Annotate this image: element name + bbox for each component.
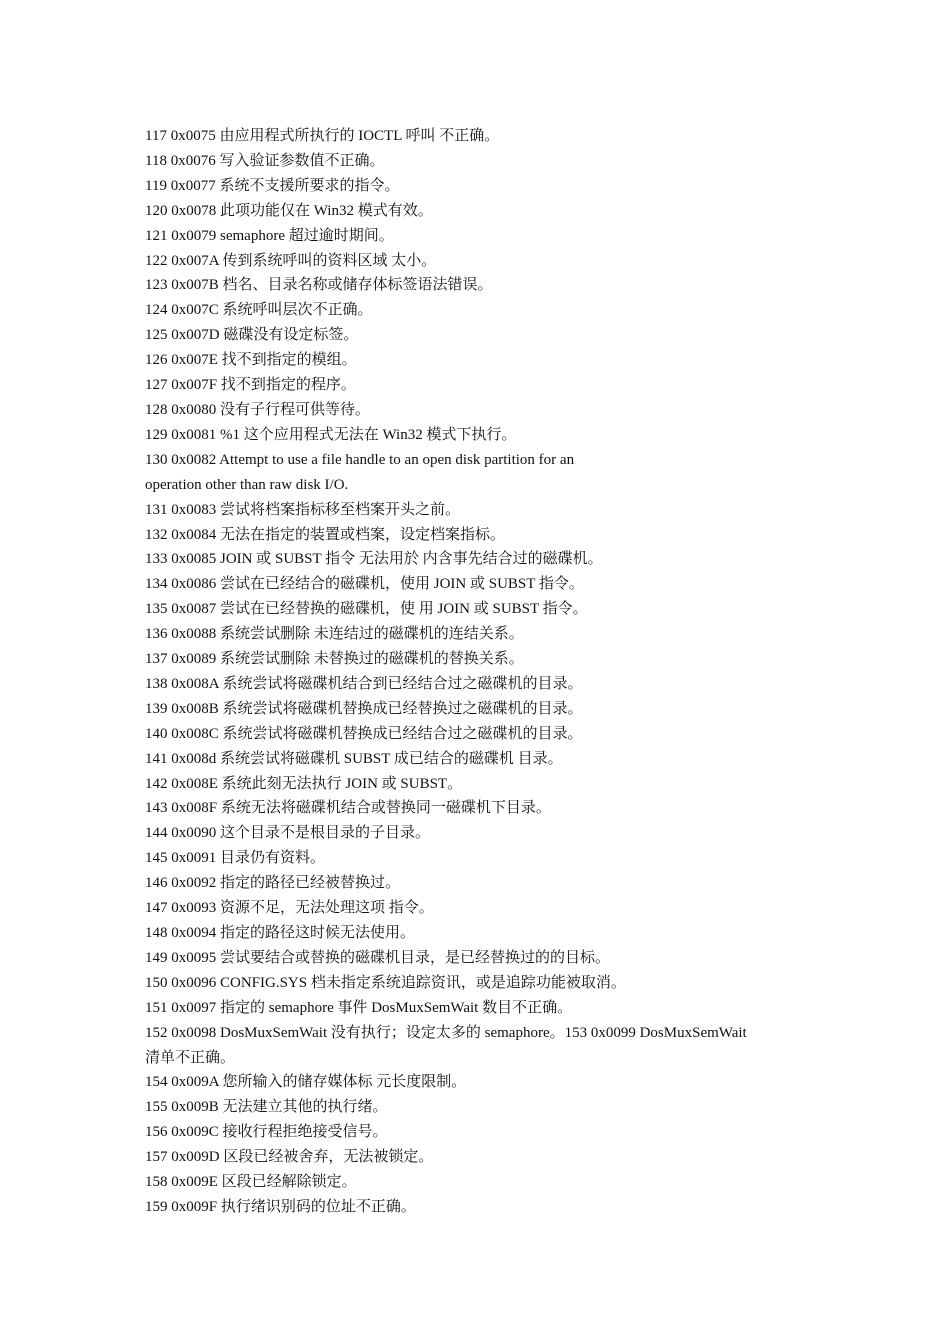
text-line: 128 0x0080 没有子行程可供等待。: [145, 401, 371, 418]
text-line: 134 0x0086 尝试在已经结合的磁碟机，使用 JOIN 或 SUBST 指令。: [145, 576, 584, 593]
text-line: 145 0x0091 目录仍有资料。: [145, 850, 326, 867]
text-line: 122 0x007A 传到系统呼叫的资料区域 太小。: [145, 252, 437, 269]
text-line: 129 0x0081 %1 这个应用程式无法在 Win32 模式下执行。: [145, 426, 517, 443]
text-line: 139 0x008B 系统尝试将磁碟机替换成已经替换过之磁碟机的目录。: [145, 700, 583, 717]
text-line: 159 0x009F 执行绪识别码的位址不正确。: [145, 1198, 416, 1215]
text-line: 118 0x0076 写入验证参数值不正确。: [145, 152, 385, 169]
text-line: 157 0x009D 区段已经被舍弃，无法被锁定。: [145, 1149, 434, 1166]
text-line: 149 0x0095 尝试要结合或替换的磁碟机目录，是已经替换过的的目标。: [145, 949, 611, 966]
text-line: operation other than raw disk I/O.: [145, 476, 349, 493]
text-line: 135 0x0087 尝试在已经替换的磁碟机，使 用 JOIN 或 SUBST 指令。: [145, 601, 588, 618]
text-line: 147 0x0093 资源不足，无法处理这项 指令。: [145, 900, 434, 917]
text-line: 138 0x008A 系统尝试将磁碟机结合到已经结合过之磁碟机的目录。: [145, 675, 583, 692]
text-line: 130 0x0082 Attempt to use a file handle to an open disk partition for an: [145, 451, 575, 468]
text-line: 140 0x008C 系统尝试将磁碟机替换成已经结合过之磁碟机的目录。: [145, 725, 583, 742]
text-line: 158 0x009E 区段已经解除锁定。: [145, 1174, 357, 1191]
text-line: 155 0x009B 无法建立其他的执行绪。: [145, 1099, 388, 1116]
text-line: 154 0x009A 您所输入的储存媒体标 元长度限制。: [145, 1074, 467, 1091]
text-line: 141 0x008d 系统尝试将磁碟机 SUBST 成已结合的磁碟机 目录。: [145, 750, 563, 767]
text-line: 121 0x0079 semaphore 超过逾时期间。: [145, 227, 394, 244]
text-line: 126 0x007E 找不到指定的模组。: [145, 352, 357, 369]
text-line: 146 0x0092 指定的路径已经被替换过。: [145, 875, 401, 892]
text-line: 151 0x0097 指定的 semaphore 事件 DosMuxSemWait 数目不正确。: [145, 999, 573, 1016]
text-line: 125 0x007D 磁碟没有设定标签。: [145, 327, 359, 344]
text-line: 143 0x008F 系统无法将磁碟机结合或替换同一磁碟机下目录。: [145, 800, 551, 817]
text-line: 136 0x0088 系统尝试删除 未连结过的磁碟机的连结关系。: [145, 626, 524, 643]
text-line: 137 0x0089 系统尝试删除 未替换过的磁碟机的替换关系。: [145, 651, 524, 668]
text-line: 119 0x0077 系统不支援所要求的指令。: [145, 177, 400, 194]
text-line: 144 0x0090 这个目录不是根目录的子目录。: [145, 825, 431, 842]
text-line: 127 0x007F 找不到指定的程序。: [145, 377, 356, 394]
text-line: 156 0x009C 接收行程拒绝接受信号。: [145, 1124, 388, 1141]
text-line: 142 0x008E 系统此刻无法执行 JOIN 或 SUBST。: [145, 775, 463, 792]
text-line: 133 0x0085 JOIN 或 SUBST 指令 无法用於 内含事先结合过的磁碟机。: [145, 551, 603, 568]
document-page: [145, 124, 815, 1220]
text-line: 清单不正确。: [145, 1049, 236, 1066]
text-line: 123 0x007B 档名、目录名称或储存体标签语法错误。: [145, 277, 493, 294]
text-line: 152 0x0098 DosMuxSemWait 没有执行；设定太多的 semaphore。153 0x0099 DosMuxSemWait: [145, 1024, 747, 1041]
text-line: 117 0x0075 由应用程式所执行的 IOCTL 呼叫 不正确。: [145, 128, 500, 144]
text-line: 150 0x0096 CONFIG.SYS 档未指定系统追踪资讯，或是追踪功能被取消。: [145, 974, 626, 991]
text-line: 120 0x0078 此项功能仅在 Win32 模式有效。: [145, 202, 433, 219]
text-line: 124 0x007C 系统呼叫层次不正确。: [145, 302, 373, 319]
text-line: 131 0x0083 尝试将档案指标移至档案开头之前。: [145, 501, 461, 518]
text-line: 132 0x0084 无法在指定的装置或档案，设定档案指标。: [145, 526, 506, 543]
text-line: 148 0x0094 指定的路径这时候无法使用。: [145, 925, 416, 941]
